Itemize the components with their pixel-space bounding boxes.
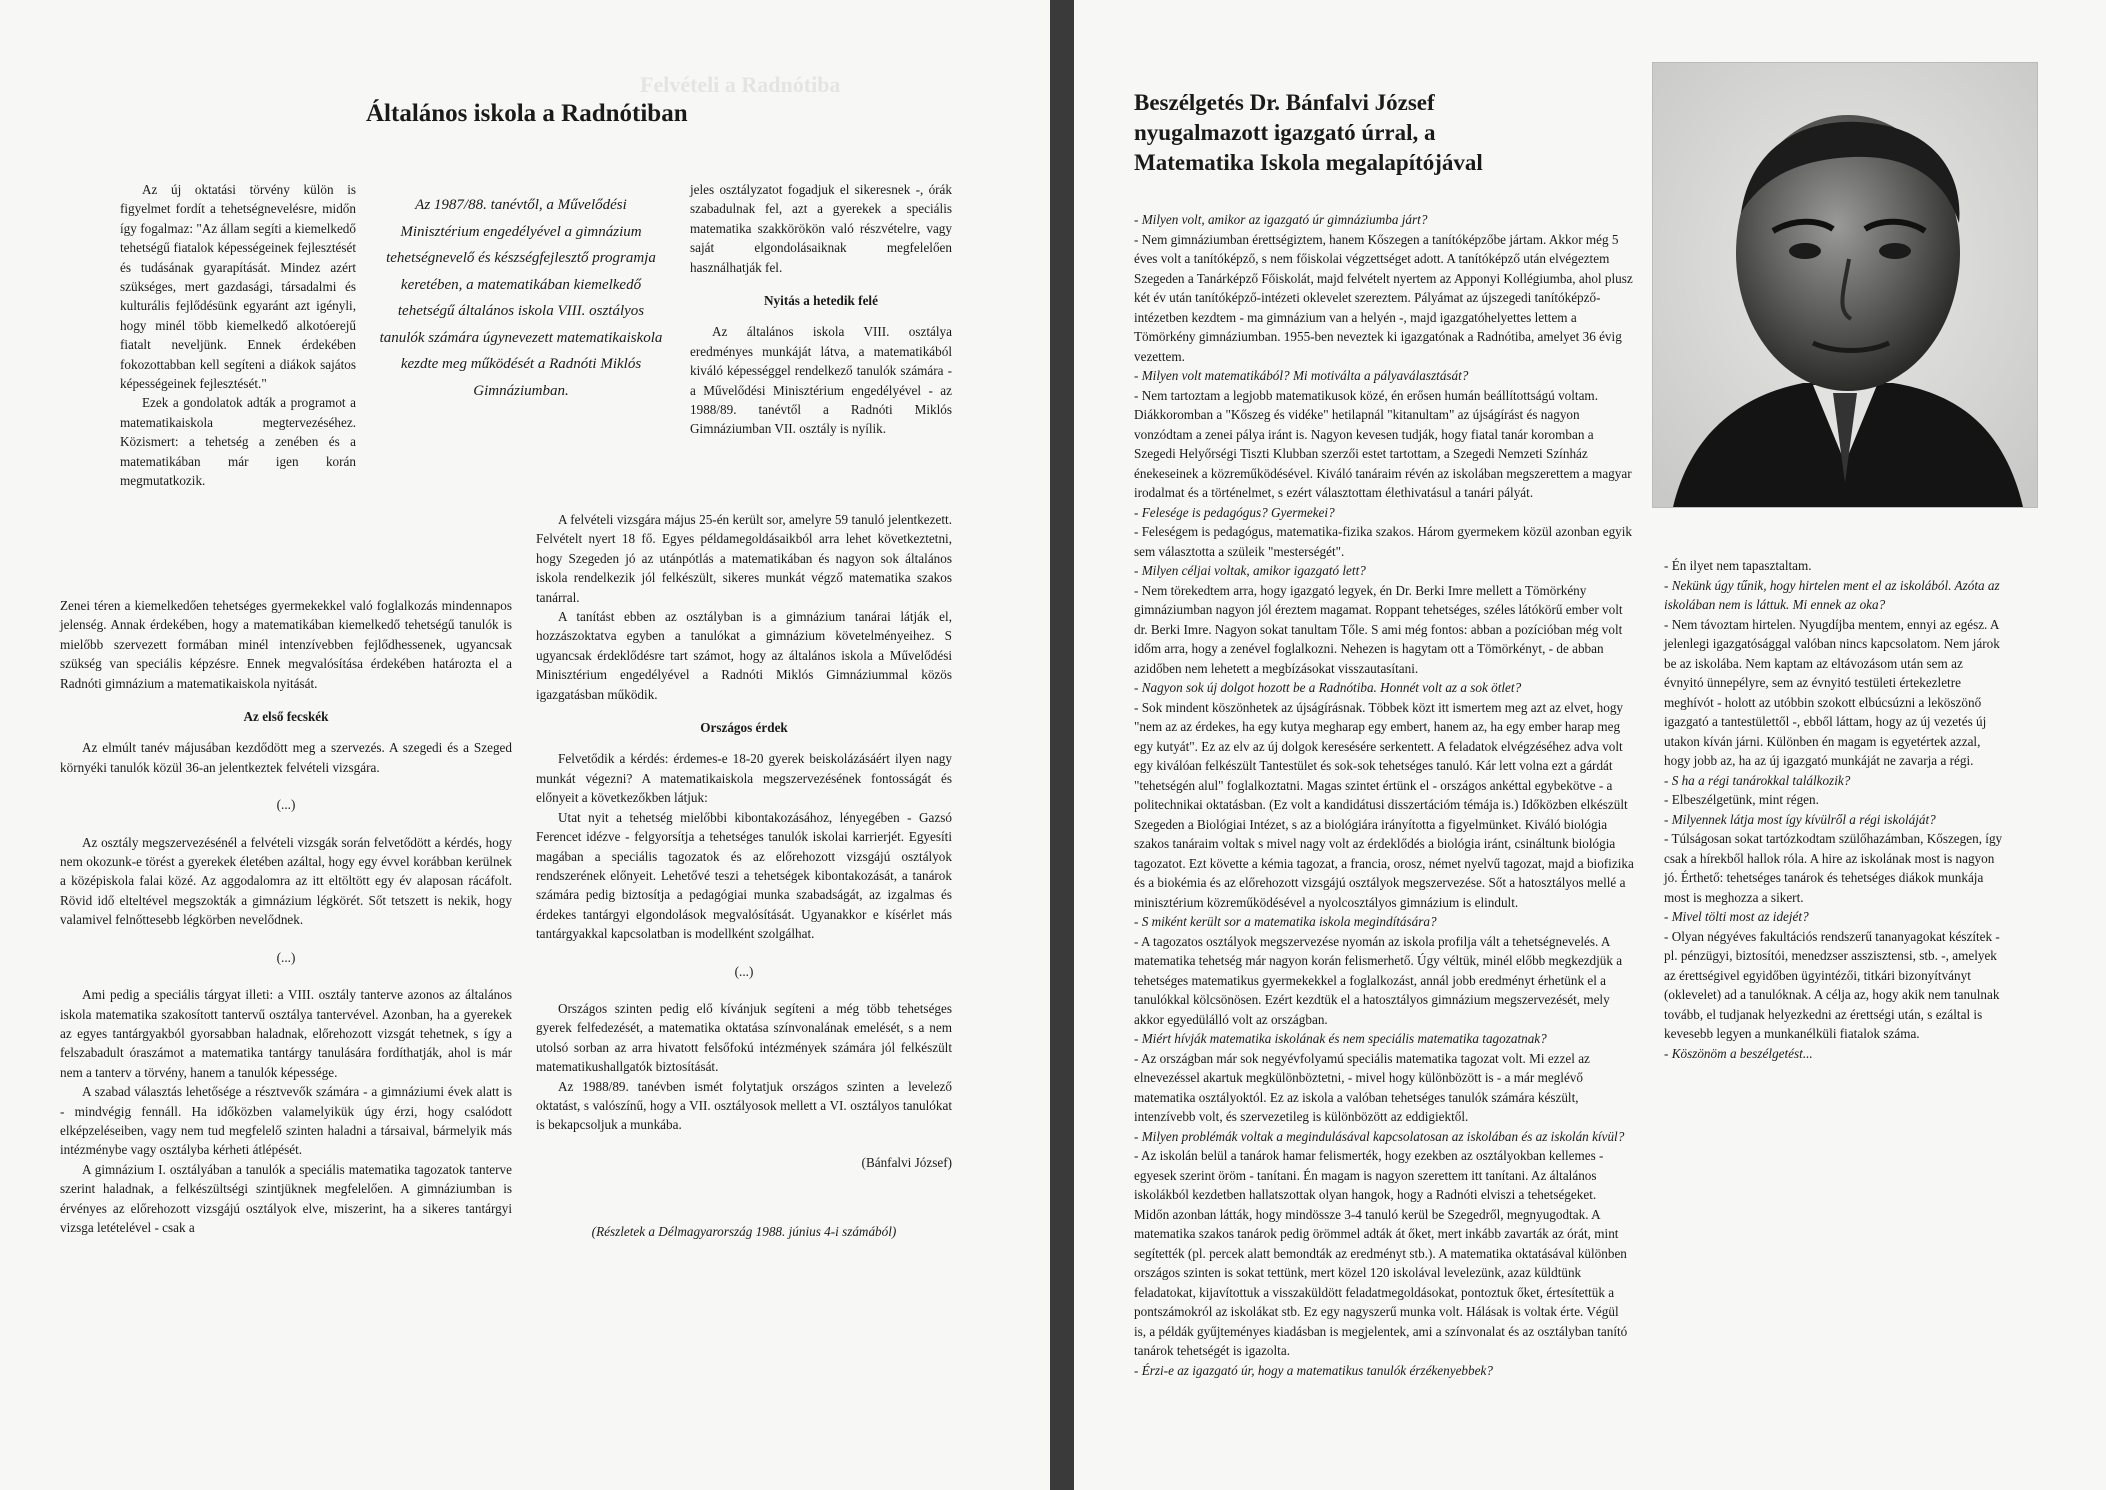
paragraph: Országos szinten pedig elő kívánjuk segíteni a még több tehetséges gyerek felfedezését, a matematika oktatása színvonalának emelését, s a nem utolsó sorban az arra hivatott felsőfokú intézmények számára jól felkészült matematikushallgatók biztosítását. bbox=[536, 1000, 952, 1075]
signature: (Bánfalvi József) bbox=[861, 1154, 952, 1170]
question: - Érzi-e az igazgató úr, hogy a matematikus tanulók érzékenyebbek? bbox=[1134, 1362, 1493, 1378]
right-page bbox=[1074, 0, 2106, 1490]
paragraph: Ezek a gondolatok adták a programot a matematikaiskola megtervezéséhez. Közismert: a tehetség a zenében és a matematikában már igen korán megmutatkozik. bbox=[120, 395, 356, 489]
paragraph: Zenei téren a kiemelkedően tehetséges gyermekekkel való foglalkozás mindennapos jelenség. Annak érdekében, hogy a matematikában kiemelkedő tehetségű tanulók is mielőbb szervezett formában minél intenzívebben fejlődhessenek, ugyancsak szükség van speciális képzésre. Ennek megvalósítása érdekében határozta el a Radnóti gimnázium a matematikaiskola nyitását. bbox=[60, 598, 512, 691]
paragraph: Az elmúlt tanév májusában kezdődött meg a szervezés. A szegedi és a Szeged környéki tanulók közül 36-an jelentkeztek felvételi vizsgára. bbox=[60, 740, 512, 775]
article-title: Általános iskola a Radnótiban bbox=[366, 100, 688, 127]
paragraph: Az osztály megszervezésénél a felvételi vizsgák során felvetődött a kérdés, hogy nem okozunk-e törést a gyerekek életében azáltal, hogy egy évvel korábban kerülnek a középiskola falai közé. Az aggodalomra az itt eltöltött egy év alaposan rácáfolt. Rövid idő elteltével megszokták a gimnázium légkörét. Sőt tetszett is nekik, hogy valamivel felnőttesebb légkörben nevelődnek. bbox=[60, 834, 512, 928]
answer: - Az országban már sok negyévfolyamú speciális matematika tagozat volt. Mi ezzel az elnevezéssel akartuk megkülönböztetni, - mivel hogy különbözött is - a már meglévő matematika osztályoktól. Ez az iskola a valóban tehetséges tanulók számára készült, intenzívebb volt, és szervezetileg is különbözött az eddigiektől. bbox=[1134, 1050, 1590, 1124]
answer: - A tagozatos osztályok megszervezése nyomán az iskola profilja vált a tehetségnevelés. A matematika tehetség már nagyon korán felismerhető. Úgy véltük, minél előbb megkezdjük a tehetséges matematikus gyermekekkel a foglalkozást, annál jobb eredményt érhetünk el a tanulókkal kölcsönösen. Ezért kezdtük el a hatosztályos gimnázium megszervezését, mely akkor egyedülálló volt az országban. bbox=[1134, 933, 1623, 1027]
answer: - Olyan négyéves fakultációs rendszerű tananyagokat készítek - pl. pénzügyi, biztosítói, menedzser asszisztensi, stb. -, amelyek az érettségivel egyidőben ügyintézői, titkári bizonyítványt (oklevelet) ad a tanulóknak. A célja az, hogy akik nem tanulnak tovább, el tudjanak helyezkedni az érettségi után, s ezáltal is kevesebb legyen a munkanélküli fiatalok száma. bbox=[1664, 928, 2000, 1041]
paragraph: Felvetődik a kérdés: érdemes-e 18-20 gyerek beiskolázásáért ilyen nagy munkát végezni? A matematikaiskola megszervezésének fontosságát és előnyeit a következőkben látjuk: bbox=[536, 751, 952, 806]
question: - Mivel tölti most az idejét? bbox=[1664, 909, 1809, 924]
paragraph: A szabad választás lehetősége a résztvevők számára - a gimnáziumi évek alatt is - mindvégig fennáll. Ha időközben valamelyikük úgy érzi, hogy csalódott elképzeléseiben, vagy nem tud megfelelő szinten haladni a társaival, bármelyik más intézménybe vagy osztályba kérheti átlépését. bbox=[60, 1084, 512, 1158]
answer: - Nem törekedtem arra, hogy igazgató legyek, én Dr. Berki Imre mellett a Tömörkény gimnáziumban nagyon jól éreztem magamat. Roppant tehetséges, széles látókörű ember volt dr. Berki Imre. Nagyon sokat tanultam Tőle. S ami még fontos: abban a pozícióban még volt időm arra, hogy a zenével foglalkozni. Nehezen is hagytam ott a Tömörkényt, - de abban azidőben nem lehetett a megbízásokat visszautasítani. bbox=[1134, 582, 1623, 676]
source-note: (Részletek a Délmagyarország 1988. június 4-i számából) bbox=[591, 1224, 897, 1240]
ellipsis: (...) bbox=[734, 963, 754, 979]
column-3 bbox=[690, 180, 952, 439]
question: - S ha a régi tanárokkal találkozik? bbox=[1664, 772, 1851, 788]
left-page bbox=[0, 0, 1050, 1490]
bleed-through-text: Felvételi a Radnótiba bbox=[640, 72, 841, 97]
paragraph: A felvételi vizsgára május 25-én került sor, amelyre 59 tanuló jelentkezett. Felvételt nyert 18 fő. Egyes példamegoldásaikból arra lehet következtetni, hogy Szegeden jó az utánpótlás a matematikában és nagyon sok általános iskola rendelkezik jól felkészült, sikeres munkát végző matematika szakos tanárral. bbox=[536, 512, 952, 605]
question: - Milyen céljai voltak, amikor igazgató lett? bbox=[1134, 563, 1366, 578]
paragraph: Az általános iskola VIII. osztálya eredményes munkáját látva, a matematikából kiváló képességgel rendelkező tanulók számára - a Művelődési Minisztérium engedélyével - az 1988/89. tanévtől a Radnóti Miklós Gimnáziumban VII. osztály is nyílik. bbox=[690, 324, 952, 437]
column-3-bottom bbox=[536, 510, 952, 1242]
interview-main-column bbox=[1134, 210, 1634, 1380]
answer: - Én ilyet nem tapasztaltam. bbox=[1664, 558, 1812, 573]
portrait-photo bbox=[1652, 62, 2038, 508]
answer: - Nem gimnáziumban érettségiztem, hanem Kőszegen a tanítóképzőbe jártam. Akkor még 5 éves volt a tanítóképző, s nem főiskolai végzettséget adott. A tanítóképző után elvégeztem Szegeden a Tanárképző Főiskolát, majd felvételt nyertem az Apponyi Kollégiumba, ahol plusz két év után tanítóképző-intézeti oklevelet szereztem. Pályámat az újszegedi tanítóképző-intézetben kezdtem - ma gimnázium van a helyén -, majd igazgatóhelyettes lettem a Tömörkény gimnáziumban. 1955-ben neveztek ki igazgatónak a Radnótiba, amelyet 36 évig vezettem. bbox=[1134, 231, 1633, 364]
question: - Milyennek látja most így kívülről a régi iskoláját? bbox=[1664, 811, 1936, 827]
question: - Nekünk úgy tűnik, hogy hirtelen ment el az iskolából. Azóta az iskolában nem is láttuk. Mi ennek az oka? bbox=[1664, 577, 2000, 612]
answer: - Sok mindent köszönhetek az újságírásnak. Többek közt itt ismertem meg azt az elvet, hogy "nem az az érdekes, ha egy kutya megharap egy embert, hanem az, ha egy ember harap meg egy kutyát". Ez az elv az új dolgok keresésére serkentett. A feladatok elvégzéséhez adva volt egy kiválóan felkészült Tantestület és sok-sok tehetséges tanuló. Kár lett volna ezt a gárdát "tehetségén alul" foglalkoztatni. Magas szintet értünk el - országos ankéttal egybekötve - a politechnikai oktatásban. (Ez volt a kandidátusi disszertációm témája is.) Időközben elkészült Szegeden a Biológiai Intézet, s az a biológiára irányította a figyelmünket. Kiváló biológia szakos tanáraim voltak s mivel nagy volt az érdeklődés a biológia iránt, csináltunk biológia tagozatot. Ezt követte a kémia tagozat, a francia, orosz, német nyelvű tagozat, majd a biofizika és a biokémia és az előrehozott vizsgájú osztályok megszervezése. Sőt a hatosztályos mellé a minisztérium közreműködésével a nyolcosztályos gimnázium is elindult. bbox=[1134, 699, 1634, 910]
subheading: Az első fecskék bbox=[243, 709, 329, 725]
question: - Milyen volt matematikából? Mi motiválta a pályaválasztását? bbox=[1134, 368, 1469, 383]
subheading: Országos érdek bbox=[700, 720, 788, 736]
answer: - Nem távoztam hirtelen. Nyugdíjba mentem, ennyi az egész. A jelenlegi igazgatósággal valóban nincs kapcsolatom. Nem járok be az iskolába. Nem kaptam az eltávozásom után sem az évnyitó ünnepélyre, sem az évnyitó testületi értekezletre meghívót - holott az utóbbin szokott elbúcsúzni a leköszönő igazgató a tantestülettől -, ebből láttam, hogy az új vezetés új utakon kíván járni. Különben én magam is egyetértek azzal, hogy jobb az, ha az új igazgató munkáját ne zavarja a régi. bbox=[1664, 616, 2000, 768]
paragraph: Utat nyit a tehetség mielőbbi kibontakozásához, lényegében - Gazsó Ferencet idézve - felgyorsítja a tehetséges tanulók iskolai karrierjét. Egyesíti magában a speciális tagozatok és az előrehozott vizsgájú osztályok rendszerének előnyeit. Lehetővé teszi a tehetségek kibontakozását, a tanárok számára pedig biztosítja a pedagógiai munka szabadságát, az izgalmas és érdekes tantárgyi elgondolások megvalósítását. Ugyanakkor e kísérlet más tantárgyakkal kapcsolatban is modellként szolgálhat. bbox=[536, 809, 952, 942]
interview-side-column bbox=[1664, 556, 2004, 1063]
column-1-bottom bbox=[60, 596, 512, 1237]
interview-title: Beszélgetés Dr. Bánfalvi József nyugalmazott igazgató úrral, a Matematika Iskola megalapítójával bbox=[1134, 90, 1483, 175]
answer: - Nem tartoztam a legjobb matematikusok közé, én erősen humán beállítottságú voltam. Diákkoromban a "Kőszeg és vidéke" hetilapnál "kitanultam" az újságírást és nagyon vonzódtam a zenei pálya iránt is. Nagyon kevesen tudják, hogy fiatal tanár koromban a Szegedi Helyőrségi Tiszti Klubban szerzői estet tartottam, a Szegedi Nemzeti Színház énekeseinek a közreműködésével. Kiváló tanáraim révén az iskolában megszerettem a magyar irodalmat és a történelmet, s ezért választottam élethivatásul a tanári pályát. bbox=[1134, 387, 1632, 500]
paragraph: jeles osztályzatot fogadjuk el sikeresnek -, órák szabadulnak fel, azt a gyerekek a speciális matematika szakkörökön való részvételre, vagy saját elgondolásaiknak megfelelően használhatják fel. bbox=[690, 182, 952, 275]
question: - Milyen problémák voltak a megindulásával kapcsolatosan az iskolában és az iskolán kívül? bbox=[1134, 1128, 1625, 1144]
answer: - Az iskolán belül a tanárok hamar felismerték, hogy ezekben az osztályokban kellemes - egyesek szerint öröm - tanítani. Én magam is nagyon szerettem itt tanítani. Az általános iskolákból kezdetben hallatszottak olyan hangok, hogy a Radnóti elviszi a tehetségeket. Midőn azonban látták, hogy mindössze 3-4 tanuló kerül be Szegedről, megnyugodtak. A matematika szakos tanárok pedig örömmel adták át őket, mert inkább zavarták az órát, mint segítették (pl. percek alatt bemondták az eredményt stb.). A matematika oktatásával különben országos szinten is sokat tettünk, mert közel 120 iskolával levelezünk, azaz küldtünk feladatokat, kijavítottuk a visszaküldött feladatmegoldásokat, pontoztuk őket, értesítettük a pontszámokról az iskolákat stb. Ez egy nagyszerű munka volt. Hálásak is voltak érte. Végül is, a példák gyűjteményes kiadásban is megjelentek, ami a színvonalat és az osztályban tanító tanárok tehetségét is igazolta. bbox=[1134, 1148, 1628, 1358]
paragraph: Az 1988/89. tanévben ismét folytatjuk országos szinten a levelező oktatást, s valószínű, hogy a VII. osztályosok mellett a VI. osztályos tanulókat is bekapcsoljuk a munkába. bbox=[536, 1078, 952, 1133]
answer: - Túlságosan sokat tartózkodtam szülőhazámban, Kőszegen, így csak a hírekből hallok róla. A hire az iskolának most is nagyon jó. Érthető: tehetséges tanárok és tehetséges diákok munkája most is meghozza a sikert. bbox=[1664, 831, 2003, 905]
portrait-image bbox=[1653, 63, 2037, 507]
paragraph: Ami pedig a speciális tárgyat illeti: a VIII. osztály tanterve azonos az általános iskola matematika szakosított tantervű osztálya tantervével. Azonban, ha a gyerekek az egyes tantárgyakból gyorsabban haladnak, előrehozott vizsgát tehetnek, s így a felszabadult óraszámot a matematika tantárgy tanulására fordíthatják, ahol is már nem a tanterv a törvény, hanem a tanulók képessége. bbox=[60, 987, 512, 1080]
ellipsis: (...) bbox=[276, 949, 296, 965]
ellipsis: (...) bbox=[276, 797, 296, 813]
paragraph: A tanítást ebben az osztályban is a gimnázium tanárai látják el, hozzászoktatva egyben a tanulókat a gimnázium követelményeihez. S ugyancsak érdeklődésre tart számot, hogy az általános iskola a Művelődési Minisztérium engedélyével a Radnóti Miklós Gimnáziummal közös igazgatásban működik. bbox=[536, 609, 952, 702]
paragraph: Az új oktatási törvény külön is figyelmet fordít a tehetségnevelésre, midőn így fogalmaz: "Az állam segíti a kiemelkedő tehetségű fiatalok képességeinek fejlesztését és tudásának gyarapítását. Mindez azért szükséges, mert gazdasági, társadalmi és kulturális fejlődésünk egyaránt azt igényli, hogy minél több kiemelkedő alkotóerejű fiatalt neveljünk. Ennek érdekében fokozottabban kell segíteni a diákok sajátos képességeinek fejlesztését." bbox=[120, 182, 356, 392]
question: - Milyen volt, amikor az igazgató úr gimnáziumba járt? bbox=[1134, 212, 1428, 227]
paragraph: A gimnázium I. osztályában a tanulók a speciális matematika tagozatok tanterve szerint haladnak, a felkészültségi szintjüknek megfelelően. A gimnáziumban is érvényes az előrehozott vizsgájú osztályok elve, miszerint, ha a sikeres tantárgyi vizsga letételével - csak a bbox=[60, 1161, 512, 1235]
answer: - Feleségem is pedagógus, matematika-fizika szakos. Három gyermekem közül azonban egyik sem választotta a szüleik "mesterségét". bbox=[1134, 524, 1633, 559]
question: - Köszönöm a beszélgetést... bbox=[1664, 1045, 1813, 1061]
subheading: Nyitás a hetedik felé bbox=[764, 293, 878, 309]
column-1 bbox=[120, 180, 356, 491]
answer: - Elbeszélgetünk, mint régen. bbox=[1664, 792, 1819, 807]
question: - Nagyon sok új dolgot hozott be a Radnótiba. Honnét volt az a sok ötlet? bbox=[1134, 680, 1522, 695]
question: - Miért hívják matematika iskolának és nem speciális matematika tagozatnak? bbox=[1134, 1031, 1547, 1046]
question: - Felesége is pedagógus? Gyermekei? bbox=[1134, 504, 1335, 520]
pull-quote: Az 1987/88. tanévtől, a Művelődési Minisztérium engedélyével a gimnázium tehetségnevelő és készségfejlesztő programja keretében, a matematikában kiemelkedő tehetségű általános iskola VIII. osztályos tanulók számára úgynevezett matematikaiskola kezdte meg működését a Radnóti Miklós Gimnáziumban. bbox=[379, 197, 663, 399]
question: - S miként került sor a matematika iskola megindítására? bbox=[1134, 914, 1437, 929]
